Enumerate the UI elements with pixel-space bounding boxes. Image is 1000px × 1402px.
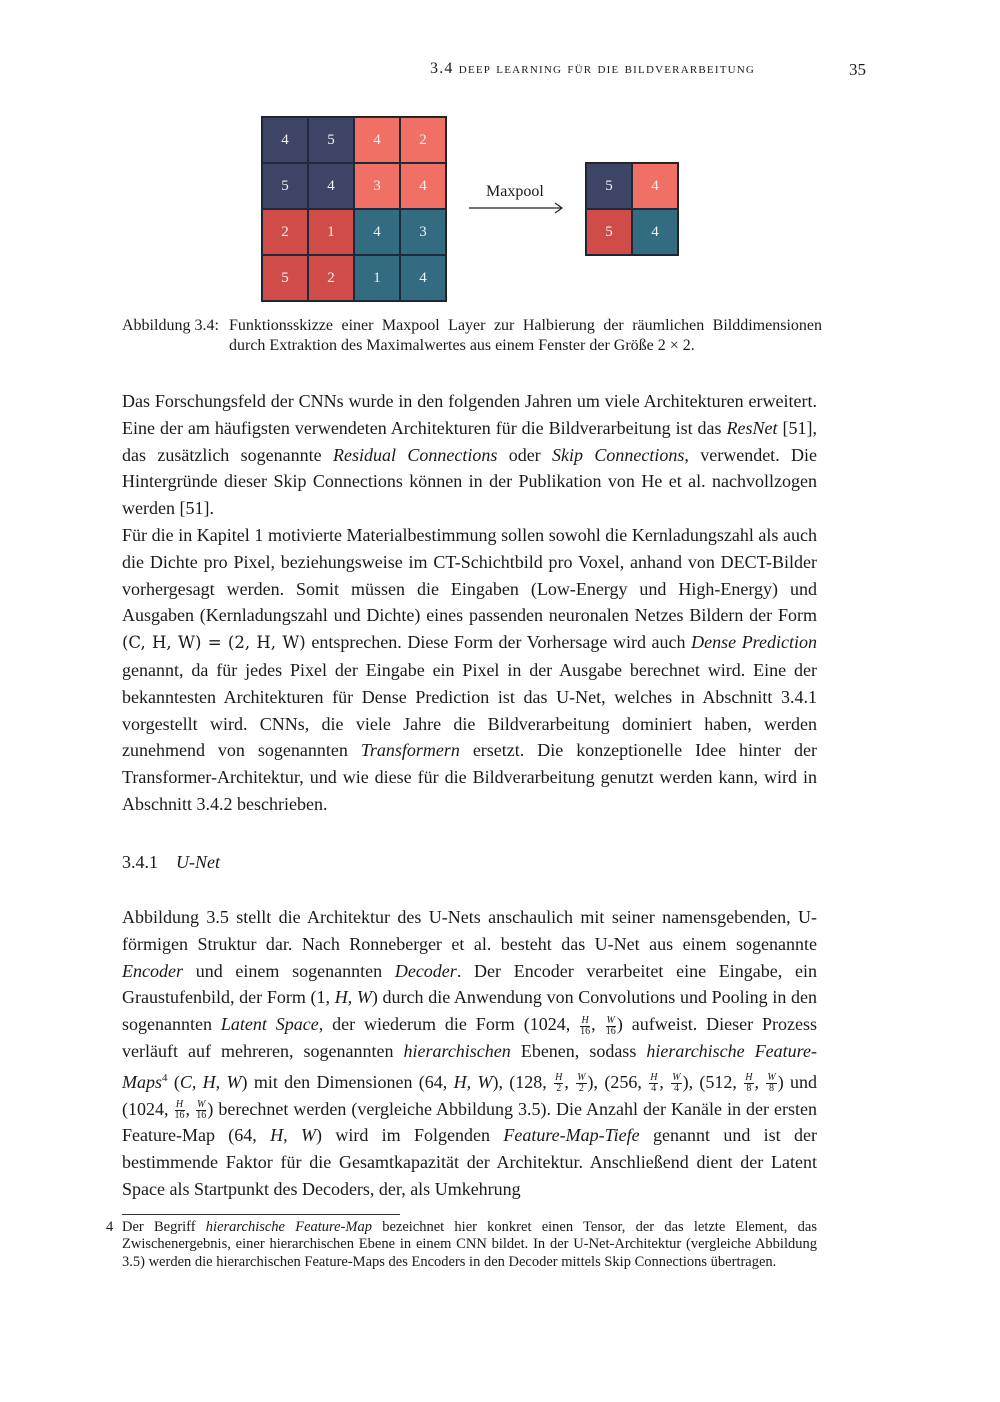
footnote-divider — [122, 1214, 400, 1215]
feature-map-tiefe-term: Feature-Map-Tiefe — [503, 1125, 640, 1146]
fraction-denominator: 8 — [746, 1083, 752, 1095]
footnote-term: hierarchische Feature-Map — [205, 1219, 372, 1235]
transformern-term: Transformern — [360, 740, 460, 761]
input-grid-cell: 1 — [308, 209, 354, 255]
text-run: Der Begriff — [122, 1219, 206, 1235]
text-run: ), (128, — [492, 1071, 554, 1092]
fraction — [649, 1073, 658, 1094]
input-grid-cell: 1 — [354, 255, 400, 301]
text-run: ) berechnet werden (vergleiche Abbildung 3.5). Die Anzahl der Kanäle in der ersten Feature-Map (64, — [122, 1098, 817, 1146]
header-section-title: 3.4 deep learning für die bildverarbeitung — [430, 60, 756, 77]
right-arrow-icon — [469, 199, 565, 217]
maxpool-output-grid — [585, 162, 679, 256]
running-header — [430, 60, 866, 82]
text-run: ( — [167, 1071, 180, 1092]
dense-prediction-term: Dense Prediction — [691, 632, 818, 653]
input-grid-cell: 4 — [400, 255, 446, 301]
text-run: ) mit den Dimensionen (64, — [241, 1071, 454, 1092]
text-run: , — [754, 1071, 766, 1092]
fraction — [606, 1016, 616, 1037]
text-run: ) durch die Anwendung von Convolutions und Pooling in den sogenannten — [122, 987, 817, 1035]
text-run: bezeichnet hier konkret einen Tensor, der das letzte Element, das Zwischenergebnis, einer hierarchischen Ebene in einem CNN bildet. In der U-Net-Architektur (vergleiche Abbildung 3.5) werden die hierarchischen Feature-Maps des Encoders in den Decoder mittels Skip Connections übertragen. — [122, 1219, 817, 1270]
output-grid-cell: 5 — [586, 209, 632, 255]
fraction-denominator: 16 — [174, 1109, 185, 1121]
fraction-denominator: 8 — [769, 1083, 775, 1095]
text-run: . Der Encoder verarbeitet eine Eingabe, ein Graustufenbild, der Form (1, — [122, 960, 817, 1008]
decoder-term: Decoder — [394, 960, 457, 981]
text-run: Das Forschungsfeld der CNNs wurde in den folgenden Jahren um viele Architekturen erweitert. Eine der am häufigsten verwendeten Architekturen für die Bildverarbeitung ist das — [122, 391, 817, 438]
fraction-denominator: 4 — [651, 1083, 657, 1095]
fraction-denominator: 16 — [580, 1025, 591, 1037]
text-run: Für die in Kapitel 1 motivierte Materialbestimmung sollen sowohl die Kernladungszahl als auch die Dichte pro Pixel, beziehungsweise im CT-Schichtbild pro Voxel, anhand von DECT-Bilder vorhergesagt werden. Somit müssen die Eingaben (Low-Energy und High-Energy) und Ausgaben (Kernladungszahl und Dichte) eines passenden neuronalen Netzes Bildern der Form — [122, 524, 817, 626]
fraction-numerator: H — [745, 1072, 753, 1084]
output-grid-cell: 4 — [632, 163, 678, 209]
input-grid-cell: 4 — [400, 163, 446, 209]
text-run: , verwendet. Die Hintergründe dieser Skip Connections können in der Publikation von He et al. nachvollzogen werden [51]. — [122, 444, 818, 519]
input-grid-cell: 5 — [262, 255, 308, 301]
output-grid-cell: 4 — [632, 209, 678, 255]
fraction-numerator: W — [767, 1072, 776, 1084]
fraction-numerator: H — [581, 1014, 589, 1026]
footnote-number: 4 — [106, 1219, 114, 1235]
math-var: H, W — [334, 987, 372, 1008]
fraction — [175, 1100, 185, 1121]
feature-maps-term: hierarchische Feature-Maps — [122, 1040, 817, 1092]
paragraph-architectures — [122, 388, 817, 818]
text-run: [51], das zusätzlich sogenannte — [122, 417, 817, 465]
text-run: , — [591, 1014, 605, 1035]
fraction-denominator: 4 — [673, 1083, 679, 1095]
fraction — [580, 1016, 590, 1037]
fraction-numerator: W — [606, 1014, 615, 1026]
text-run: , der wiederum die Form (1024, — [318, 1014, 580, 1035]
caption-label: Abbildung 3.4: — [122, 317, 219, 334]
fraction-numerator: H — [650, 1072, 658, 1084]
input-grid-cell: 4 — [308, 163, 354, 209]
text-run: ), (512, — [682, 1071, 744, 1092]
text-run: ) und (1024, — [122, 1071, 818, 1119]
latent-space-term: Latent Space — [220, 1014, 319, 1035]
text-run: entsprechen. Diese Form der Vorhersage wird auch — [305, 632, 692, 653]
fraction — [766, 1073, 776, 1094]
text-run: ) aufweist. Dieser Prozess verläuft auf mehreren, sogenannten — [122, 1014, 817, 1061]
caption-text: Funktionsskizze einer Maxpool Layer zur Halbierung der räumlichen Bilddimensionen durch Extraktion des Maximalwertes aus einem Fenster der Größe 2 × 2. — [229, 317, 822, 354]
footnote-marker[interactable]: 4 — [162, 1071, 168, 1084]
section-heading — [122, 852, 220, 873]
fraction-numerator: H — [175, 1098, 184, 1110]
text-run: Abbildung 3.5 stellt die Architektur des U-Nets anschaulich mit seiner namensgebenden, U-förmigen Struktur dar. Nach Ronneberger et al. besteht das U-Net aus einem sogenannte — [122, 907, 817, 954]
hierarchischen-term: hierarchischen — [403, 1040, 511, 1061]
input-grid-cell: 3 — [400, 209, 446, 255]
fraction-denominator: 2 — [578, 1083, 584, 1095]
text-run: oder — [497, 444, 553, 465]
input-grid-cell: 4 — [354, 117, 400, 163]
skip-connections-term: Skip Connections — [552, 444, 685, 465]
page-number: 35 — [849, 60, 866, 79]
text-run: ), (256, — [587, 1071, 649, 1092]
fraction-denominator: 2 — [556, 1083, 562, 1095]
resnet-term: ResNet — [726, 417, 778, 438]
figure-caption — [122, 316, 822, 356]
text-run: genannt, da für jedes Pixel der Eingabe ein Pixel in der Ausgabe berechnet wird. Eine der bekanntesten Architekturen für Dense Prediction ist das U-Net, welches in Abschnitt 3.4.1 vorgestellt wird. CNNs, die viele Jahre die Bildverarbeitung dominiert haben, werden zunehmend von sogenannten — [122, 659, 817, 761]
input-grid-cell: 4 — [262, 117, 308, 163]
paragraph-unet — [122, 904, 817, 1203]
text-run: , — [564, 1071, 576, 1092]
residual-connections-term: Residual Connections — [333, 444, 498, 465]
fraction-denominator: 16 — [196, 1109, 207, 1121]
fraction — [744, 1073, 753, 1094]
text-run: und einem sogenannten — [182, 960, 395, 981]
input-grid-cell: 2 — [262, 209, 308, 255]
math-shape: (C, H, W) = (2, H, W) — [122, 633, 306, 653]
footnote — [106, 1219, 817, 1271]
input-grid-cell: 5 — [262, 163, 308, 209]
fraction-denominator: 16 — [605, 1025, 616, 1037]
text-run: , — [659, 1071, 671, 1092]
text-run: genannt und ist der bestimmende Faktor für die Gesamtkapazität der Architektur. Anschließend dient der Latent Space als Startpunkt des Decoders, der, als Umkehrung — [122, 1125, 817, 1199]
fraction-numerator: W — [672, 1072, 681, 1084]
math-var: H, W — [270, 1125, 316, 1146]
encoder-term: Encoder — [122, 960, 183, 981]
math-var: H, W — [453, 1071, 493, 1092]
text-run: Ebenen, sodass — [510, 1040, 647, 1061]
input-grid-cell: 4 — [354, 209, 400, 255]
fraction — [671, 1073, 681, 1094]
text-run: ) wird im Folgenden — [316, 1125, 504, 1146]
fraction — [576, 1073, 586, 1094]
text-run: , — [185, 1098, 196, 1119]
output-grid-cell: 5 — [586, 163, 632, 209]
section-number: 3.4.1 — [122, 852, 158, 872]
fraction-numerator: W — [577, 1072, 586, 1084]
fraction — [196, 1100, 206, 1121]
text-run: ersetzt. Die konzeptionelle Idee hinter der Transformer-Architektur, und wie diese für die Bildverarbeitung genutzt werden kann, wird in Abschnitt 3.4.2 beschrieben. — [122, 740, 817, 814]
input-grid-cell: 2 — [308, 255, 354, 301]
section-title: U-Net — [176, 852, 220, 872]
input-grid-cell: 3 — [354, 163, 400, 209]
fraction — [554, 1073, 563, 1094]
footnote-text — [122, 1219, 817, 1271]
maxpool-input-grid — [261, 116, 447, 302]
input-grid-cell: 5 — [308, 117, 354, 163]
maxpool-arrow-label: Maxpool — [486, 183, 544, 200]
fraction-numerator: H — [555, 1072, 563, 1084]
fraction-numerator: W — [197, 1098, 206, 1110]
input-grid-cell: 2 — [400, 117, 446, 163]
math-var: C, H, W — [179, 1071, 242, 1092]
